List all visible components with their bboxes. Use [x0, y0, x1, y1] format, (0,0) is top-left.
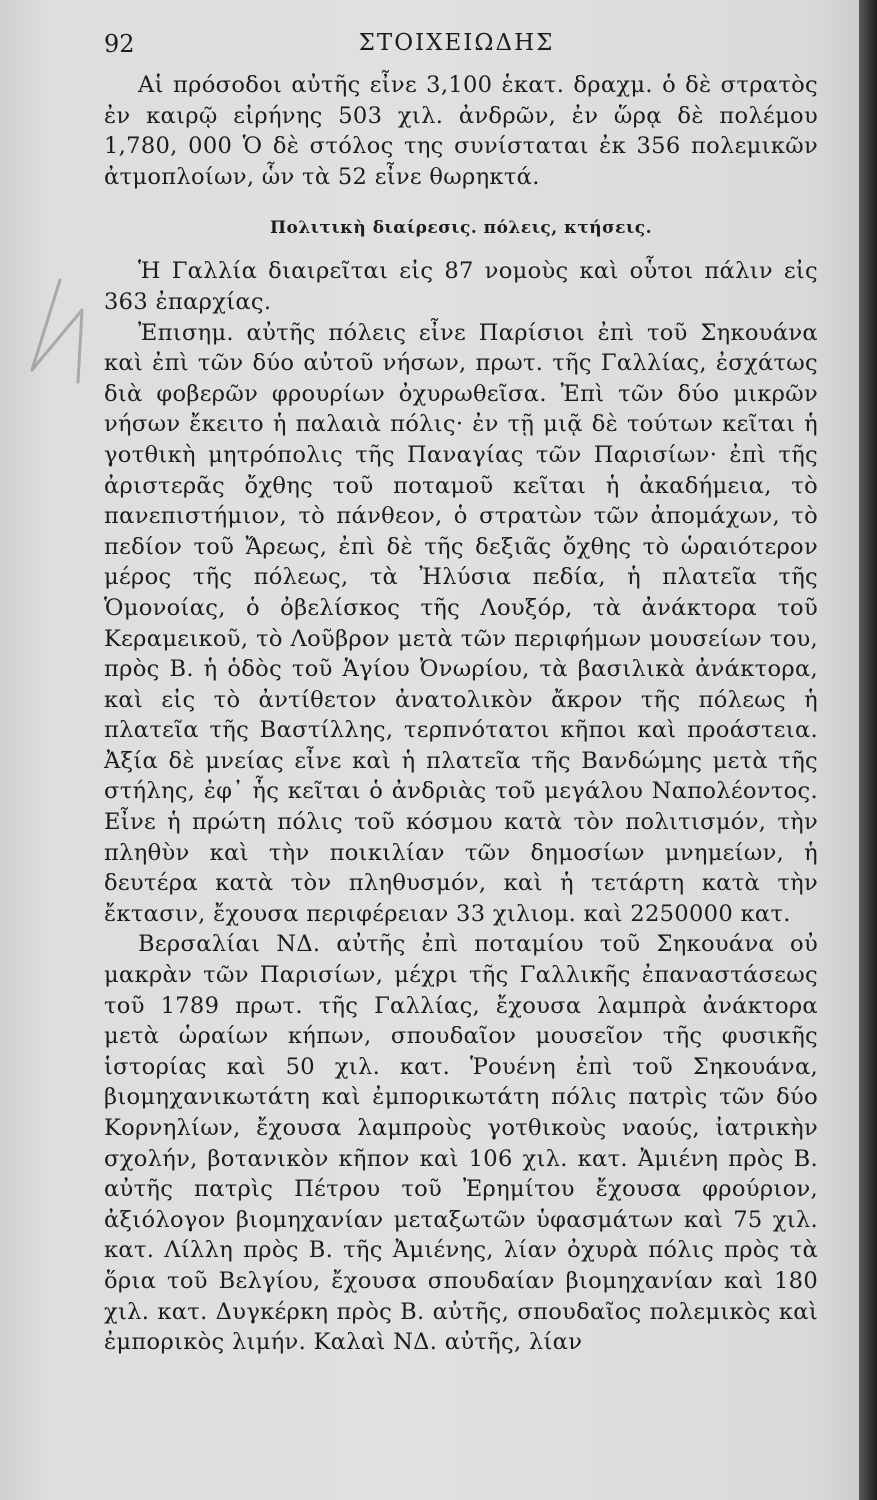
section-heading: Πολιτικὴ διαίρεσις. πόλεις, κτήσεις.: [269, 218, 653, 239]
running-title: ΣΤΟΙΧΕΙΩΔΗΣ: [358, 30, 555, 56]
paragraph-cities: Βερσαλίαι ΝΔ. αὐτῆς ἐπὶ ποταμίου τοῦ Σηκουάνα οὐ μακρὰν τῶν Παρισίων, μέχρι τῆς Γαλλικῆς ἐπαναστάσεως τοῦ 1789 πρωτ. τῆς Γαλλίας, ἔχουσα λαμπρὰ ἀνάκτορα μετὰ ὡραίων κήπων, σπουδαῖον μουσεῖον τῆς φυσικῆς ἱστορίας καὶ 50 χιλ. κατ. Ῥουένη ἐπὶ τοῦ Σηκουάνα, βιομηχανικωτάτη καὶ ἐμπορικωτάτη πόλις πατρὶς τῶν δύο Κορνηλίων, ἔχουσα λαμπροὺς γοτθικοὺς ναούς, ἰατρικὴν σχολήν, βοτανικὸν κῆπον καὶ 106 χιλ. κατ. Ἀμιένη πρὸς Β. αὐτῆς πατρὶς Πέτρου τοῦ Ἐρημίτου ἔχουσα φρούριον, ἀξιόλογον βιομηχανίαν μεταξωτῶν ὑφασμάτων καὶ 75 χιλ. κατ. Λίλλη πρὸς Β. τῆς Ἀμιένης, λίαν ὀχυρὰ πόλις πρὸς τὰ ὅρια τοῦ Βελγίου, ἔχουσα σπουδαίαν βιομηχανίαν καὶ 180 χιλ. κατ. Δυγκέρκη πρὸς Β. αὐτῆς, σπουδαῖος πολεμικὸς καὶ ἐμπορικὸς λιμήν. Καλαὶ ΝΔ. αὐτῆς, λίαν: [104, 931, 818, 1356]
page-header: [104, 30, 809, 60]
paragraph-revenue: Αἱ πρόσοδοι αὐτῆς εἶνε 3,100 ἑκατ. δραχμ. ὁ δὲ στρατὸς ἐν καιρῷ εἰρήνης 503 χιλ. ἀνδρῶν, ἐν ὥρᾳ δὲ πολέμου 1,780, 000 Ὁ δὲ στόλος της συνίσταται ἐκ 356 πολεμικῶν ἀτμοπλοίων, ὧν τὰ 52 εἶνε θωρηκτά.: [104, 72, 818, 190]
page-number: 92: [104, 30, 135, 58]
body-text: [104, 70, 818, 1358]
paragraph-division: Ἡ Γαλλία διαιρεῖται εἰς 87 νομοὺς καὶ οὗτοι πάλιν εἰς 363 ἐπαρχίας.: [104, 258, 818, 315]
page-edge-shadow: [859, 0, 877, 1500]
paragraph-paris: Ἐπισημ. αὐτῆς πόλεις εἶνε Παρίσιοι ἐπὶ τοῦ Σηκουάνα καὶ ἐπὶ τῶν δύο αὐτοῦ νήσων, πρωτ. τῆς Γαλλίας, ἐσχάτως διὰ φοβερῶν φρουρίων ὀχυρωθεῖσα. Ἐπὶ τῶν δύο μικρῶν νήσων ἔκειτο ἡ παλαιὰ πόλις· ἐν τῇ μιᾷ δὲ τούτων κεῖται ἡ γοτθικὴ μητρόπολις τῆς Παναγίας τῶν Παρισίων· ἐπὶ τῆς ἀριστερᾶς ὄχθης τοῦ ποταμοῦ κεῖται ἡ ἀκαδήμεια, τὸ πανεπιστήμιον, τὸ πάνθεον, ὁ στρατὼν τῶν ἀπομάχων, τὸ πεδίον τοῦ Ἄρεως, ἐπὶ δὲ τῆς δεξιᾶς ὄχθης τὸ ὡραιότερον μέρος τῆς πόλεως, τὰ Ἠλύσια πεδία, ἡ πλατεῖα τῆς Ὁμονοίας, ὁ ὀβελίσκος τῆς Λουξόρ, τὰ ἀνάκτορα τοῦ Κεραμεικοῦ, τὸ Λοῦβρον μετὰ τῶν περιφήμων μουσείων του, πρὸς Β. ἡ ὁδὸς τοῦ Ἁγίου Ὀνωρίου, τὰ βασιλικὰ ἀνάκτορα, καὶ εἰς τὸ ἀντίθετον ἀνατολικὸν ἄκρον τῆς πόλεως ἡ πλατεῖα τῆς Βαστίλλης, τερπνότατοι κῆποι καὶ προάστεια. Ἀξία δὲ μνείας εἶνε καὶ ἡ πλατεῖα τῆς Βανδώμης μετὰ τῆς στήλης, ἐφ᾽ ἧς κεῖται ὁ ἀνδριὰς τοῦ μεγάλου Ναπολέοντος. Εἶνε ἡ πρώτη πόλις τοῦ κόσμου κατὰ τὸν πολιτισμόν, τὴν πληθὺν καὶ τὴν ποικιλίαν τῶν δημοσίων μνημείων, ἡ δευτέρα κατὰ τὸν πληθυσμόν, καὶ ἡ τετάρτη κατὰ τὴν ἔκτασιν, ἔχουσα περιφέρειαν 33 χιλιομ. καὶ 2250000 κατ.: [104, 319, 818, 927]
pencil-mark-icon: [20, 270, 100, 390]
